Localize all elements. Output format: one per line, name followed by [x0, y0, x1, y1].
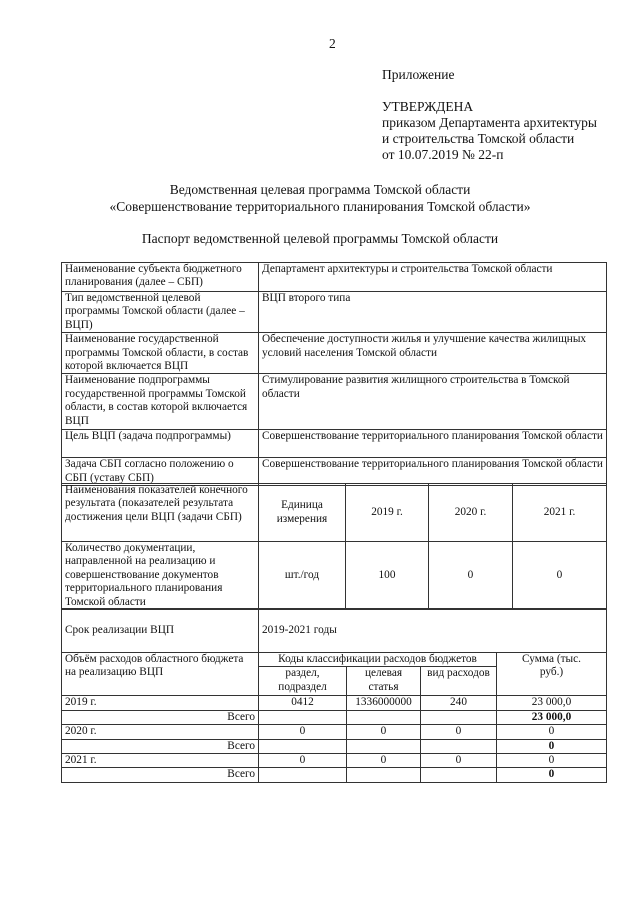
approval-line: от 10.07.2019 № 22-п — [382, 147, 504, 162]
budget-type: 0 — [421, 725, 497, 739]
indicator-name-header: Наименования показателей конечного результата (показателей результата достижения цели ВЦП (задачи СБП) — [62, 484, 259, 542]
table-row — [62, 374, 607, 430]
type-header: вид расходов — [421, 667, 497, 696]
approved-label: УТВЕРЖДЕНА — [382, 99, 474, 114]
row-label: Наименование субъекта бюджетного планирования (далее – СБП) — [62, 263, 259, 292]
budget-article: 1336000000 — [347, 696, 421, 710]
budget-year: 2020 г. — [62, 725, 259, 739]
total-label: Всего — [62, 768, 259, 782]
article-header: целевая статья — [347, 667, 421, 696]
budget-total-row — [62, 768, 607, 782]
budget-sum: 0 — [497, 725, 607, 739]
budget-section: 0 — [259, 754, 347, 768]
row-label: Цель ВЦП (задача подпрограммы) — [62, 430, 259, 458]
budget-total: 23 000,0 — [497, 710, 607, 724]
budget-type: 240 — [421, 696, 497, 710]
row-value: Департамент архитектуры и строительства Томской области — [259, 263, 607, 292]
budget-total-row — [62, 739, 607, 753]
program-title: Ведомственная целевая программа Томской области — [169, 182, 471, 197]
table-row — [62, 263, 607, 292]
section-header: раздел, подраздел — [259, 667, 347, 696]
page-number: 2 — [329, 36, 336, 51]
indicator-2019: 100 — [346, 542, 429, 610]
budget-table — [61, 608, 607, 783]
row-value: Совершенствование территориального планирования Томской области — [259, 430, 607, 458]
term-row — [62, 609, 607, 653]
budget-label: Объём расходов областного бюджета на реализацию ВЦП — [62, 653, 259, 696]
row-value: Стимулирование развития жилищного строительства в Томской области — [259, 374, 607, 430]
budget-article: 0 — [347, 754, 421, 768]
term-value: 2019-2021 годы — [259, 609, 607, 653]
budget-year-row — [62, 754, 607, 768]
unit-header: Единица измерения — [259, 484, 346, 542]
total-label: Всего — [62, 739, 259, 753]
budget-year-row — [62, 696, 607, 710]
budget-section: 0412 — [259, 696, 347, 710]
term-label: Срок реализации ВЦП — [62, 609, 259, 653]
appendix-label: Приложение — [382, 67, 455, 82]
codes-header: Коды классификации расходов бюджетов — [259, 653, 497, 667]
approval-line: приказом Департамента архитектуры — [382, 115, 597, 130]
row-label: Задача СБП согласно положению о СБП (уставу СБП) — [62, 458, 259, 486]
budget-total: 0 — [497, 768, 607, 782]
row-label: Тип ведомственной целевой программы Томской области (далее – ВЦП) — [62, 292, 259, 333]
budget-type: 0 — [421, 754, 497, 768]
row-value: Обеспечение доступности жилья и улучшение качества жилищных условий населения Томской области — [259, 333, 607, 374]
indicator-2021: 0 — [513, 542, 607, 610]
passport-title: Паспорт ведомственной целевой программы Томской области — [141, 231, 499, 246]
table-row — [62, 333, 607, 374]
table-row — [62, 292, 607, 333]
budget-year: 2019 г. — [62, 696, 259, 710]
budget-section: 0 — [259, 725, 347, 739]
row-label: Наименование подпрограммы государственной программы Томской области, в состав которой включается ВЦП — [62, 374, 259, 430]
row-value: Совершенствование территориального планирования Томской области — [259, 458, 607, 486]
indicator-name: Количество документации, направленной на реализацию и совершенствование документов территориального планирования Томской области — [62, 542, 259, 610]
passport-table — [61, 262, 607, 486]
sum-header: Сумма (тыс. руб.) — [497, 653, 607, 696]
budget-year: 2021 г. — [62, 754, 259, 768]
budget-sum: 0 — [497, 754, 607, 768]
program-name: «Совершенствование территориального планирования Томской области» — [109, 199, 531, 214]
total-label: Всего — [62, 710, 259, 724]
table-row — [62, 458, 607, 486]
budget-total: 0 — [497, 739, 607, 753]
year-2021-header: 2021 г. — [513, 484, 607, 542]
table-row — [62, 430, 607, 458]
budget-sum: 23 000,0 — [497, 696, 607, 710]
row-label: Наименование государственной программы Томской области, в состав которой включается ВЦП — [62, 333, 259, 374]
row-value: ВЦП второго типа — [259, 292, 607, 333]
budget-total-row — [62, 710, 607, 724]
indicator-2020: 0 — [429, 542, 513, 610]
budget-year-row — [62, 725, 607, 739]
indicators-table — [61, 483, 607, 610]
indicators-header-row — [62, 484, 607, 542]
indicator-row — [62, 542, 607, 610]
budget-header-row — [62, 653, 607, 667]
budget-article: 0 — [347, 725, 421, 739]
year-2020-header: 2020 г. — [429, 484, 513, 542]
approval-line: и строительства Томской области — [382, 131, 575, 146]
year-2019-header: 2019 г. — [346, 484, 429, 542]
indicator-unit: шт./год — [259, 542, 346, 610]
